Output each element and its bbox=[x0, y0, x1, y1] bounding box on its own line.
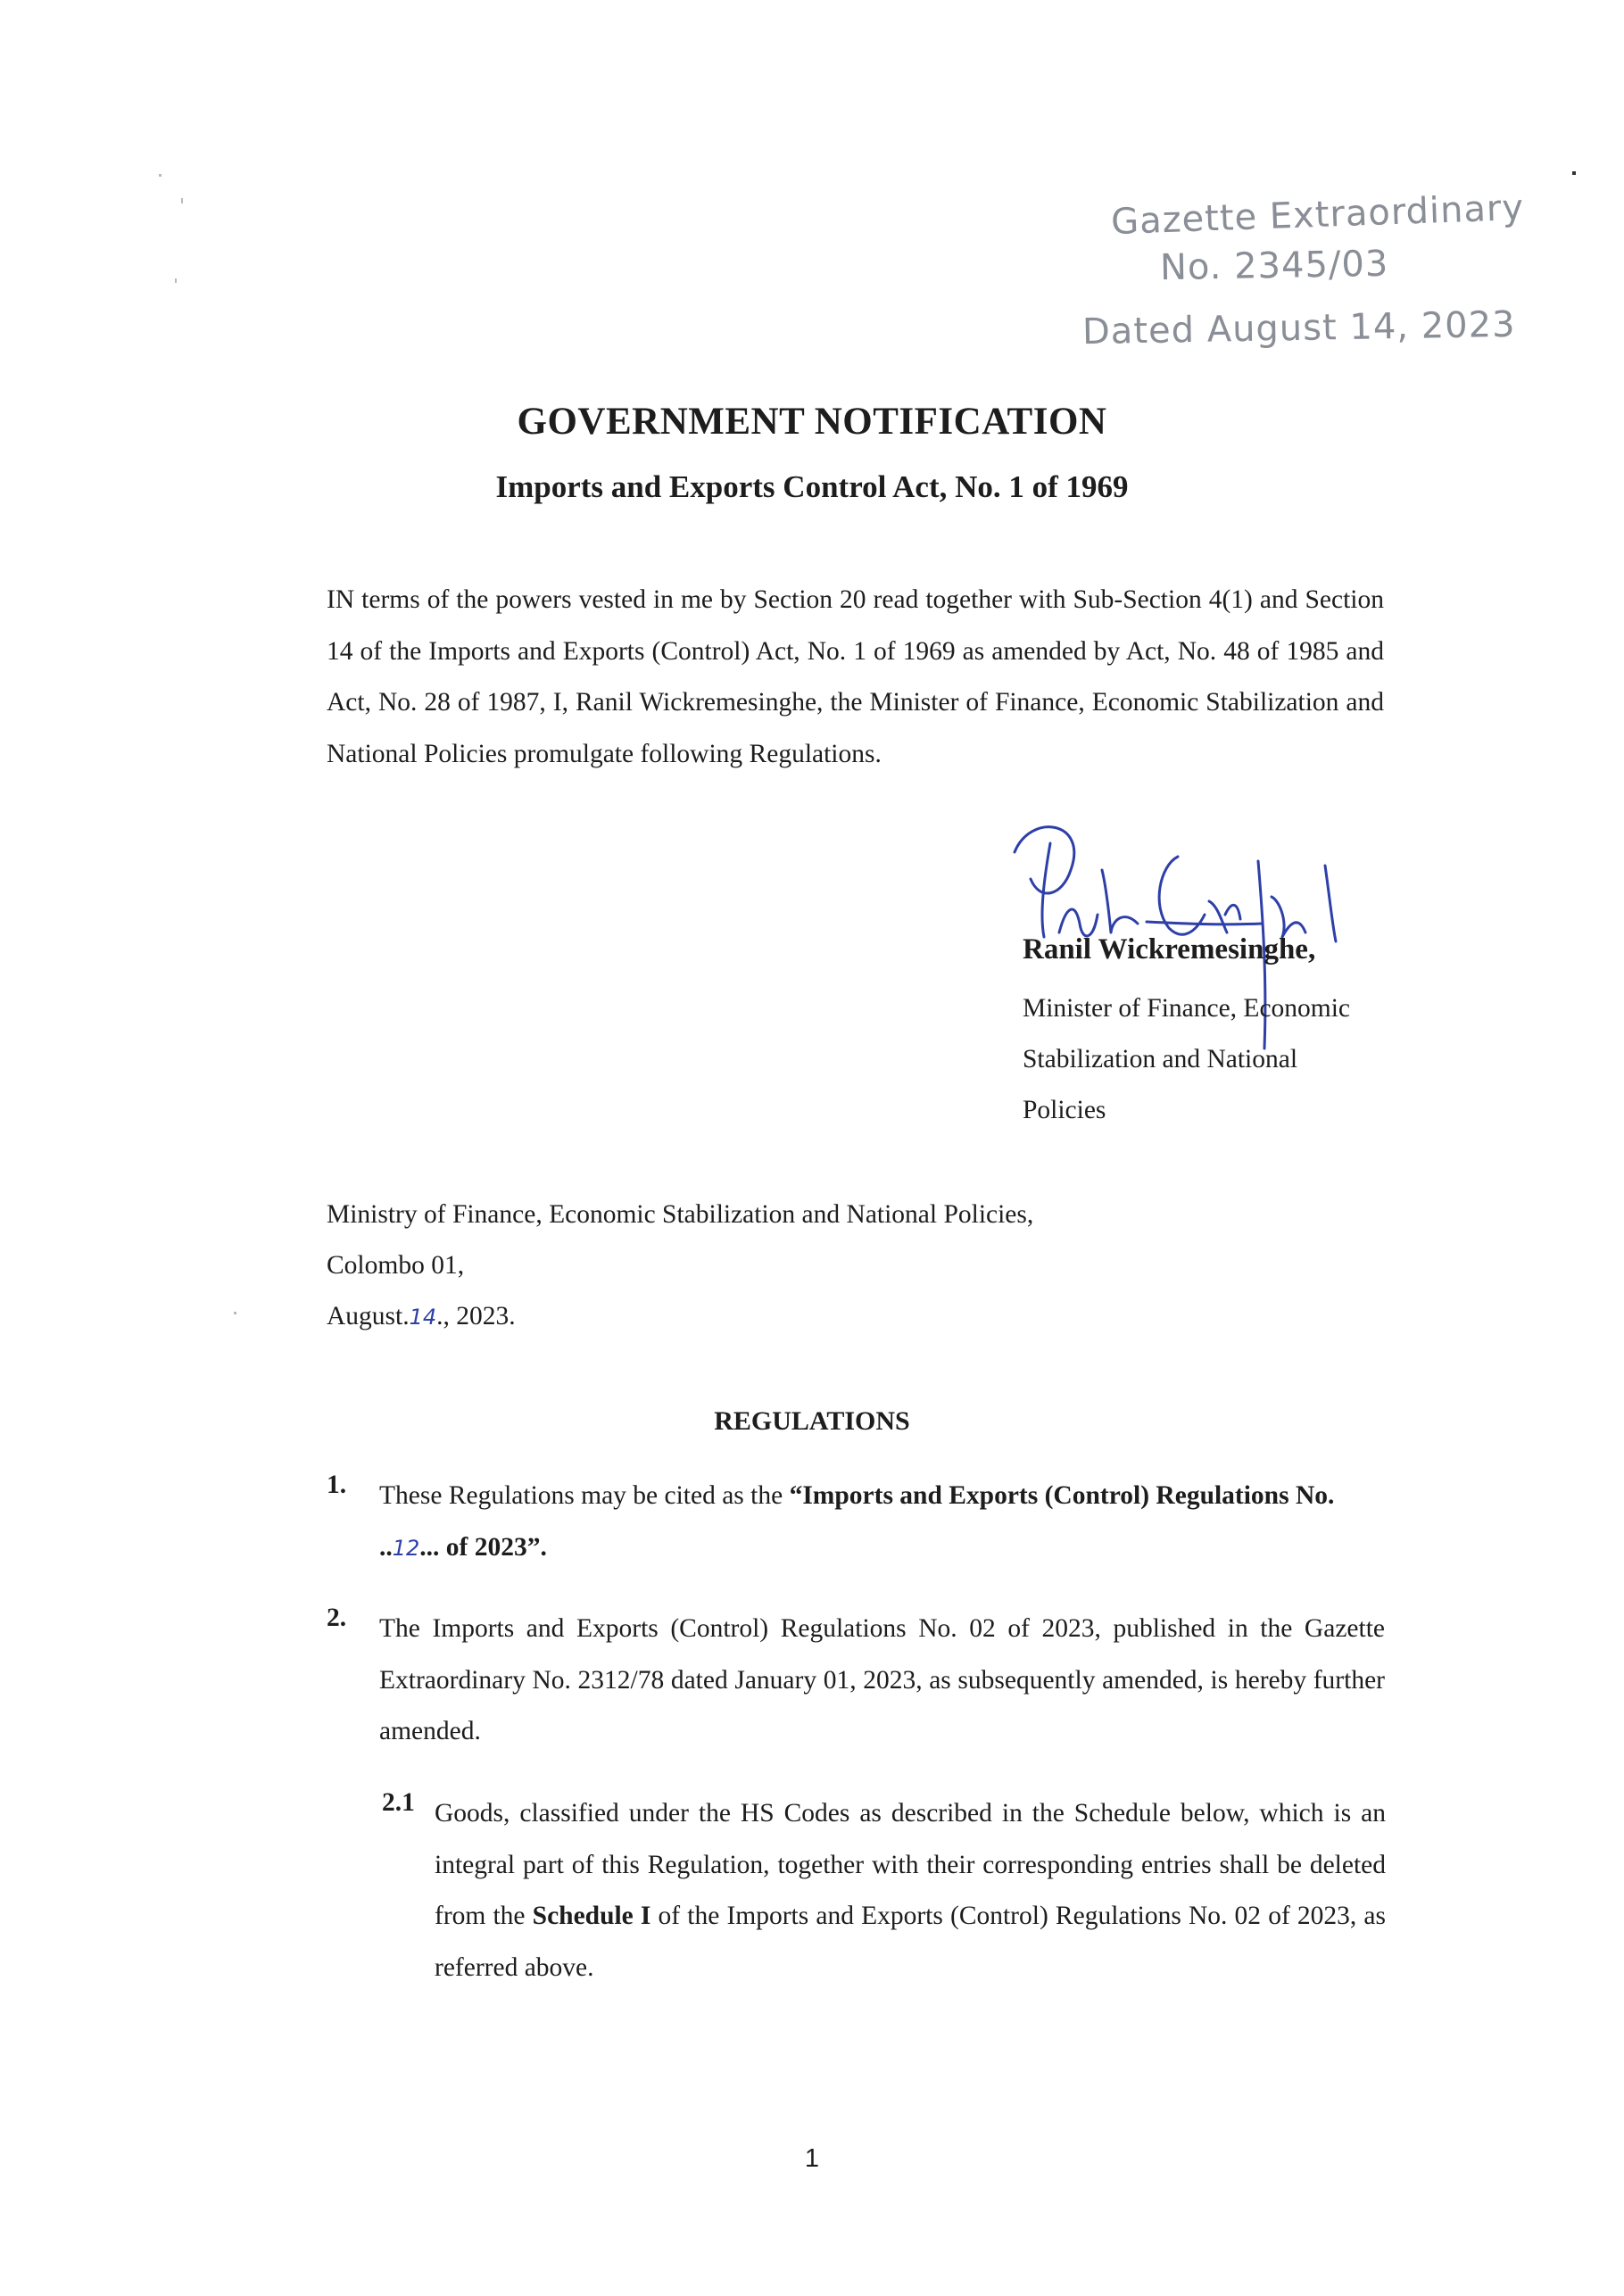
address-ministry: Ministry of Finance, Economic Stabilization and National Policies, bbox=[327, 1200, 1034, 1229]
scan-speck bbox=[234, 1312, 236, 1314]
scan-speck bbox=[181, 198, 183, 203]
scan-speck bbox=[1572, 171, 1576, 175]
regulation-1-text: These Regulations may be cited as the “Imports and Exports (Control) Regulations No. ..12... of 2023”. bbox=[379, 1481, 1335, 1562]
scan-speck bbox=[159, 174, 162, 177]
schedule-reference: Schedule I bbox=[532, 1902, 651, 1930]
regulation-1-lead: These Regulations may be cited as the bbox=[379, 1481, 790, 1510]
regulation-2-number: 2. bbox=[327, 1604, 347, 1632]
date-prefix: August. bbox=[327, 1302, 410, 1330]
regulation-2-text: The Imports and Exports (Control) Regulations No. 02 of 2023, published in the Gazette Extraordinary No. 2312/78 dated January 01, 2023, as subsequently amended, is hereby further amended. bbox=[379, 1614, 1385, 1745]
document-title: GOVERNMENT NOTIFICATION bbox=[517, 401, 1107, 443]
signatory-title-line-2: Stabilization and National bbox=[1023, 1045, 1298, 1073]
intro-paragraph: IN terms of the powers vested in me by Section 20 read together with Sub-Section 4(1) and Section 14 of the Imports and Exports (Control) Act, No. 1 of 1969 as amended by Act, No. 48 of 1985 and Act, No. 28 of 1987, I, Ranil Wickremesinghe, the Minister of Finance, Economic Stabilization and National Policies promulgate following Regulations. bbox=[327, 585, 1384, 768]
scan-speck bbox=[175, 278, 177, 283]
handwritten-date: 14 bbox=[409, 1305, 437, 1330]
regulation-1-number: 1. bbox=[327, 1471, 347, 1499]
page-number: 1 bbox=[804, 2144, 820, 2173]
address-city: Colombo 01, bbox=[327, 1251, 465, 1280]
signatory-title-line-3: Policies bbox=[1023, 1096, 1106, 1124]
handwritten-regulation-number: 12 bbox=[392, 1535, 420, 1561]
regulation-2-1-number: 2.1 bbox=[382, 1788, 415, 1817]
signatory-title-line-1: Minister of Finance, Economic bbox=[1023, 994, 1351, 1023]
regulation-2-1-lead: Goods, classified under the HS Codes as described in the Schedule below, which is an integral part of this Regulation, together with their corresponding entries shall be deleted from the bbox=[435, 1799, 1386, 1930]
regulation-2-1-text bbox=[435, 1788, 1386, 1993]
document-subtitle: Imports and Exports Control Act, No. 1 of 1969 bbox=[495, 469, 1129, 504]
signatory-name: Ranil Wickremesinghe, bbox=[1023, 933, 1316, 966]
gazette-annotation-line-3: Dated August 14, 2023 bbox=[1081, 303, 1516, 353]
regulation-1-citation-tail: ... of 2023”. bbox=[419, 1532, 547, 1562]
regulation-2-1-tail: of the Imports and Exports (Control) Regulations No. 02 of 2023, as referred above. bbox=[435, 1902, 1387, 1982]
gazette-annotation-line-2: No. 2345/03 bbox=[1159, 243, 1389, 289]
regulations-heading: REGULATIONS bbox=[714, 1406, 910, 1436]
address-date bbox=[327, 1302, 516, 1331]
gazette-annotation-line-1: Gazette Extraordinary bbox=[1110, 186, 1525, 244]
date-suffix: ., 2023. bbox=[436, 1302, 516, 1330]
regulation-1-citation: “Imports and Exports (Control) Regulations No. bbox=[789, 1481, 1335, 1510]
